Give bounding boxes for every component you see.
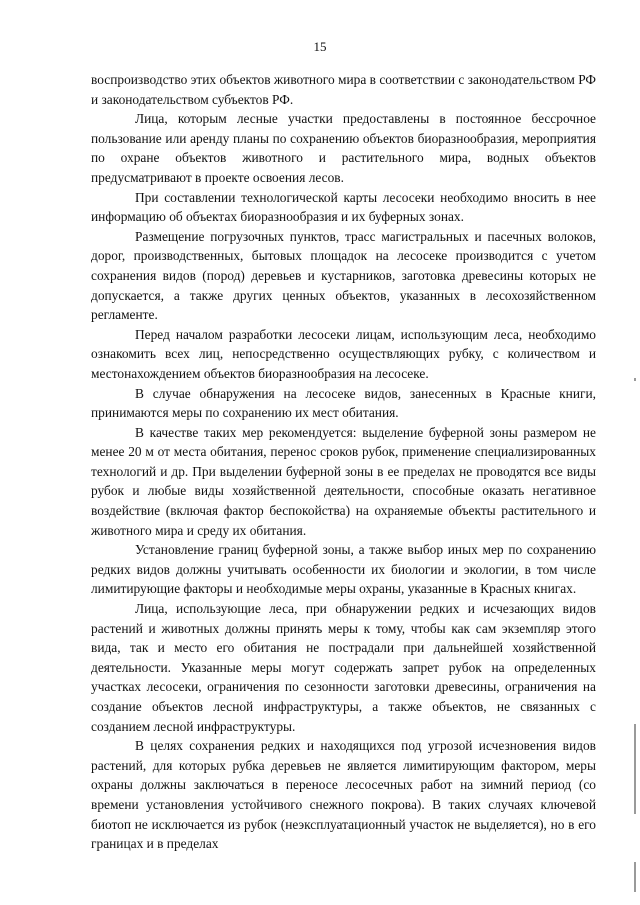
scan-edge-mark	[634, 862, 636, 892]
paragraph-9: Лица, использующие леса, при обнаружении редких и исчезающих видов растений и животных должны принять меры к тому, чтобы как сам экземпляр этого вида, так и место его обитания не пострадали при дальнейшей хозяйственной деятельности. Указанные меры могут содержать запрет рубок на определенных участках лесосеки, ограничения по сезонности заготовки древесины, ограничения на создание объектов лесной инфраструктуры, а также объектов, не связанных с созданием лесной инфраструктуры.	[91, 601, 596, 734]
scan-edge-mark	[634, 378, 636, 381]
paragraph-1: воспроизводство этих объектов животного мира в соответствии с законодательством РФ и законодательством субъектов РФ.	[91, 72, 596, 107]
scan-edge-marks	[632, 0, 640, 905]
paragraph-10: В целях сохранения редких и находящихся под угрозой исчезновения видов растений, для которых рубка деревьев не является лимитирующим фактором, меры охраны должны заключаться в переносе лесосечных работ на зимний период (со времени установления устойчивого снежного покрова). В таких случаях ключевой биотоп не исключается из рубок (неэксплуатационный участок не выделяется), но в его границах и в пределах	[91, 738, 596, 852]
paragraph-2: Лица, которым лесные участки предоставлены в постоянное бессрочное пользование или аренду планы по сохранению объектов биоразнообразия, мероприятия по охране объектов животного и растительного мира, водных объектов предусматривают в проекте освоения лесов.	[91, 111, 596, 185]
paragraph-5: Перед началом разработки лесосеки лицам, использующим леса, необходимо ознакомить всех лиц, непосредственно осуществляющих рубку, с количеством и местонахождением объектов биоразнообразия на лесосеке.	[91, 326, 596, 381]
page-number: 15	[313, 39, 327, 54]
body-text	[91, 70, 596, 854]
paragraph-6: В случае обнаружения на лесосеке видов, занесенных в Красные книги, принимаются меры по сохранению их мест обитания.	[91, 385, 596, 421]
paragraph-7: В качестве таких мер рекомендуется: выделение буферной зоны размером не менее 20 м от места обитания, перенос сроков рубок, применение специализированных технологий и др. При выделении буферной зоны в ее пределах не проводятся все виды рубок и любые виды хозяйственной деятельности, способные оказать негативное воздействие (включая фактор беспокойства) на охраняемые объекты растительного и животного мира и среду их обитания.	[91, 424, 596, 538]
paragraph-8: Установление границ буферной зоны, а также выбор иных мер по сохранению редких видов должны учитывать особенности их биологии и экологии, в том числе лимитирующие факторы и необходимые меры охраны, указанные в Красных книгах.	[91, 542, 596, 597]
scan-edge-mark	[634, 724, 636, 814]
paragraph-4: Размещение погрузочных пунктов, трасс магистральных и пасечных волоков, дорог, производственных, бытовых площадок на лесосеке производится с учетом сохранения видов (пород) деревьев и кустарников, заготовка древесины которых не допускается, а также других ценных объектов, указанных в лесохозяйственном регламенте.	[91, 228, 596, 323]
paragraph-3: При составлении технологической карты лесосеки необходимо вносить в нее информацию об объектах биоразнообразия и их буферных зонах.	[91, 189, 596, 225]
